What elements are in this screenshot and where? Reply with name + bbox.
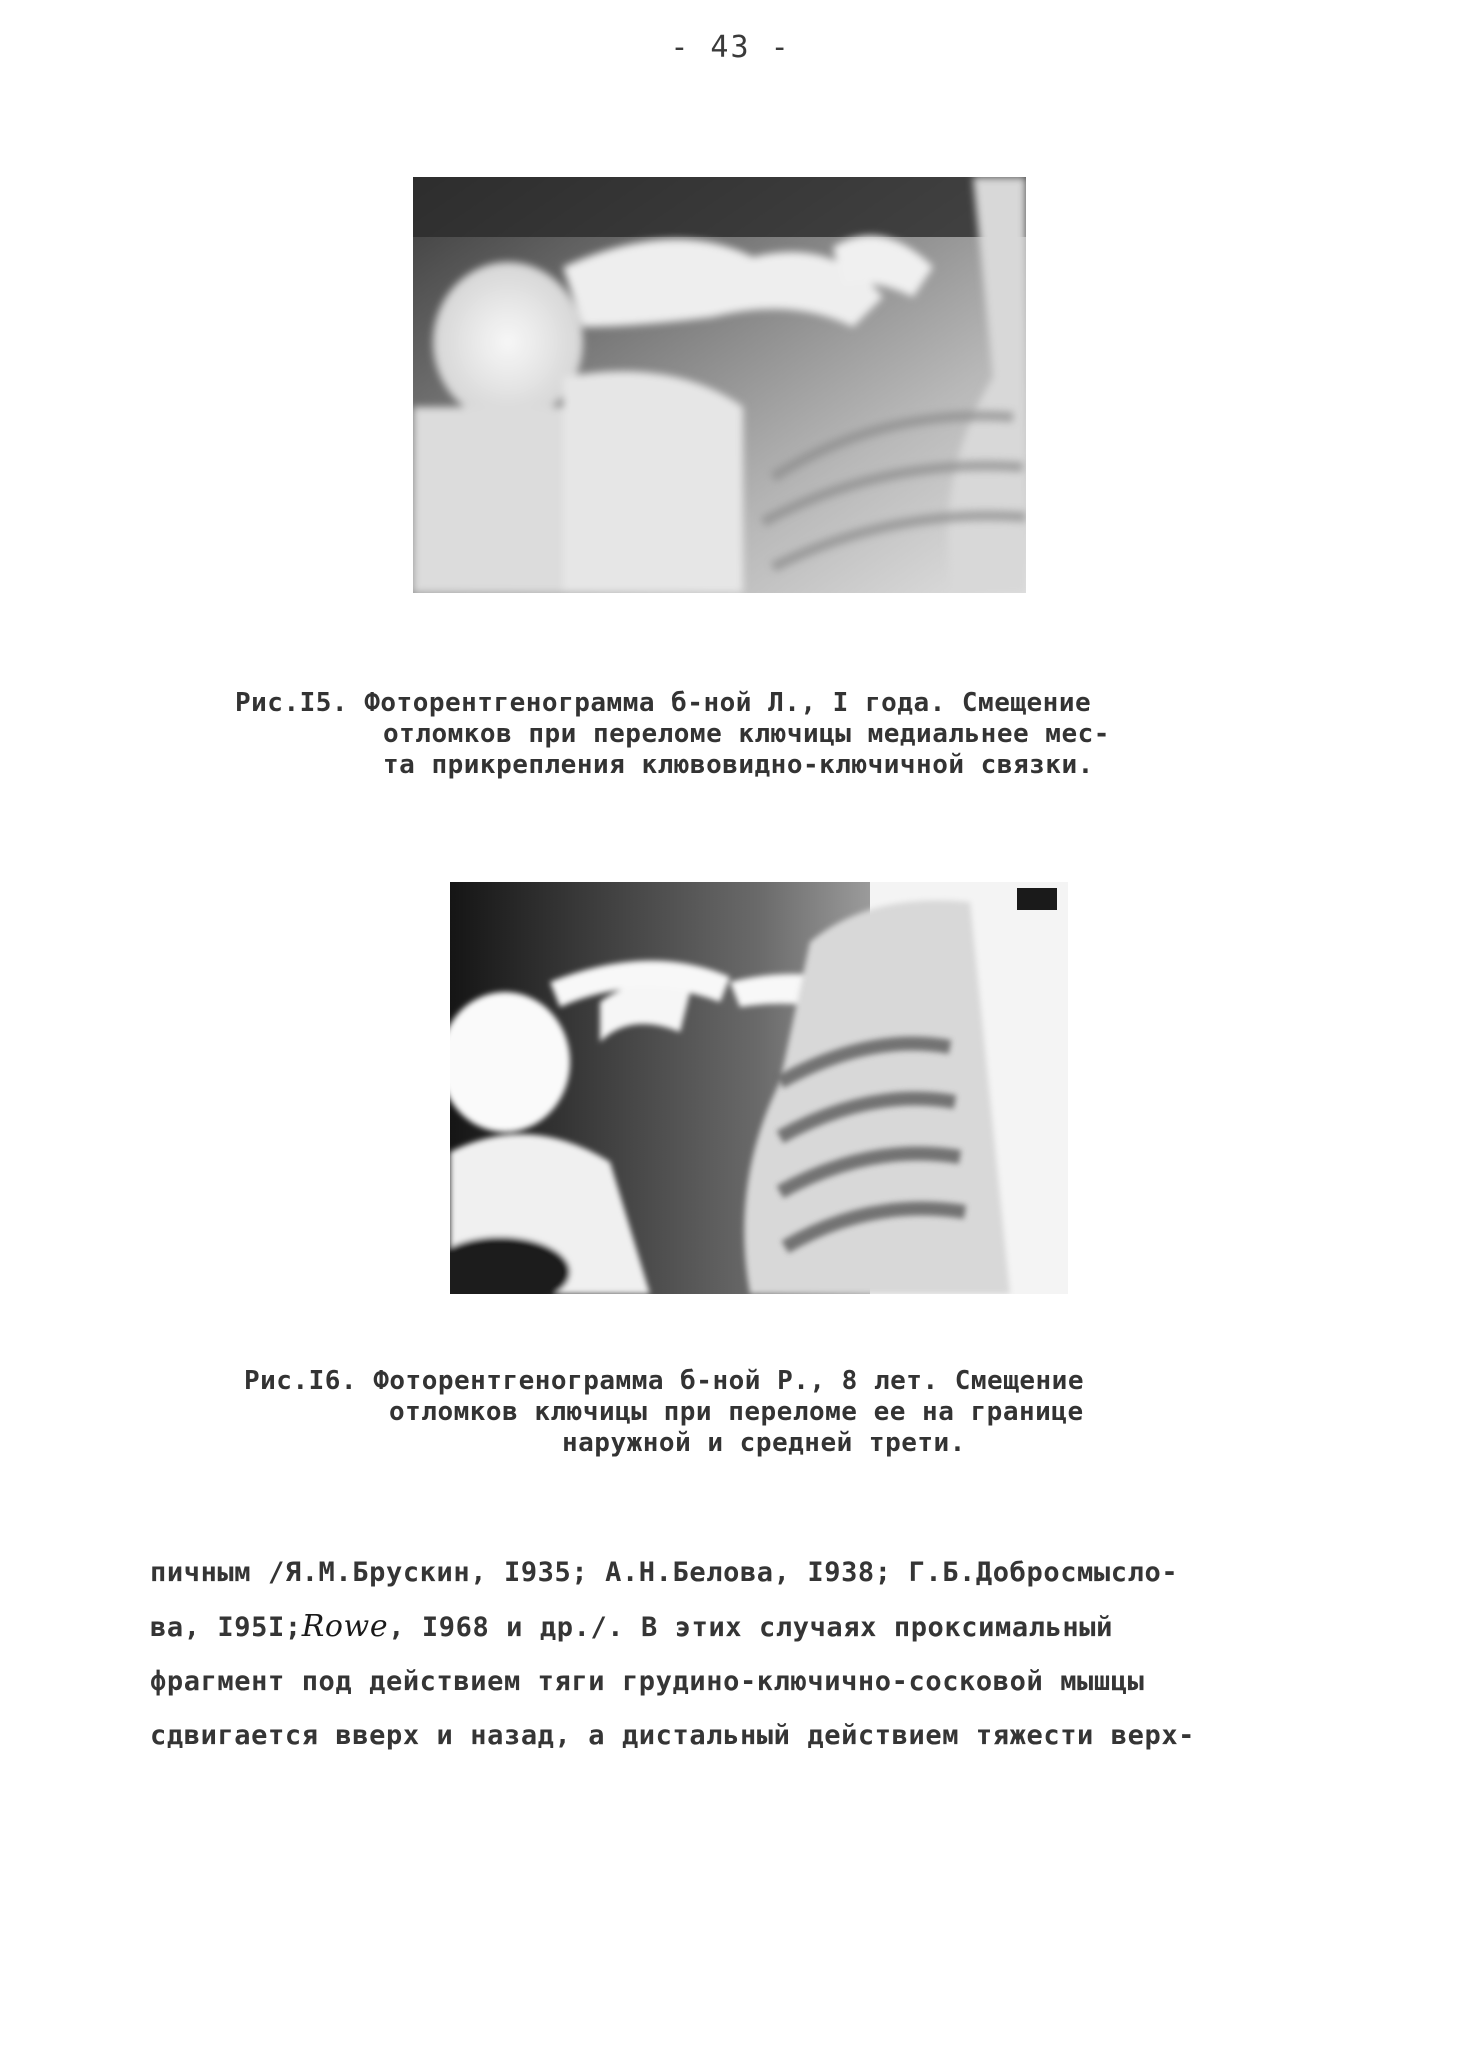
caption-text: Фоторентгенограмма б-ной Р., 8 лет. Смещение [373, 1366, 1084, 1396]
caption-label: Рис.I5. [235, 688, 349, 718]
body-line: пичным /Я.М.Брускин, I935; А.Н.Белова, I938; Г.Б.Добросмысло- [150, 1557, 1179, 1588]
body-line: фрагмент под действием тяги грудино-ключично-сосковой мышцы [150, 1666, 1145, 1697]
xray-fig16-drawing [450, 882, 1068, 1294]
xray-image-fig15 [413, 177, 1026, 593]
caption-label: Рис.I6. [244, 1366, 358, 1396]
body-text-fragment: , I968 и др./. В этих случаях проксимальный [388, 1612, 1113, 1643]
body-paragraph [150, 1546, 1330, 1763]
caption-line: наружной и средней трети. [562, 1428, 966, 1458]
body-line [150, 1600, 1330, 1655]
body-line: сдвигается вверх и назад, а дистальный действием тяжести верх- [150, 1720, 1196, 1751]
body-text-fragment: ва, I95I; [150, 1612, 302, 1643]
caption-text: Фоторентгенограмма б-ной Л., I года. Смещение [364, 688, 1092, 718]
xray-fig15-drawing [413, 177, 1026, 593]
caption-line: та прикрепления клювовидно-ключичной связки. [383, 750, 1094, 780]
caption-line [244, 1366, 1254, 1397]
xray-image-fig16 [450, 882, 1068, 1294]
caption-line [235, 688, 1255, 719]
handwritten-insertion: Rowe [301, 1609, 389, 1644]
caption-line: отломков ключицы при переломе ее на границе [389, 1397, 1084, 1427]
caption-line: отломков при переломе ключицы медиальнее мес- [383, 719, 1110, 749]
figure-15-caption [235, 688, 1255, 781]
page-number: - 43 - [670, 30, 791, 65]
figure-16-caption [244, 1366, 1254, 1459]
